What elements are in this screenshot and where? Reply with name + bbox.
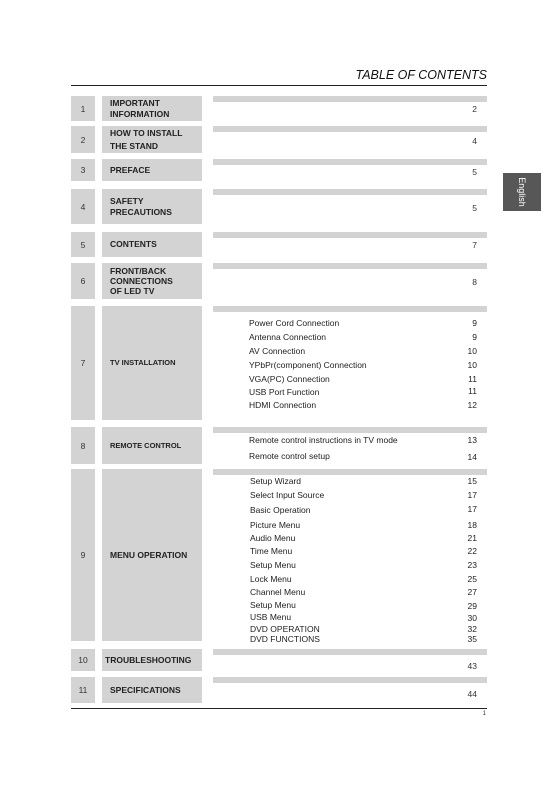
subsection-page: 32 <box>467 624 477 634</box>
subsection-page: 11 <box>468 374 477 384</box>
language-tab[interactable] <box>503 173 541 211</box>
section-title: MENU OPERATION <box>102 469 202 641</box>
section-number: 7 <box>71 306 95 420</box>
toc-row-8[interactable] <box>71 427 487 464</box>
toc-row-11[interactable] <box>71 677 487 703</box>
section-page: 7 <box>472 240 477 250</box>
section-number: 4 <box>71 189 95 224</box>
subsection-label: Setup Menu <box>250 560 296 570</box>
subsection-label: DVD FUNCTIONS <box>250 634 320 644</box>
page-title: TABLE OF CONTENTS <box>355 68 487 82</box>
section-strip <box>213 159 487 165</box>
section-title: TROUBLESHOOTING <box>102 649 202 671</box>
subsection-label: Time Menu <box>250 546 293 556</box>
section-page: 43 <box>467 661 477 671</box>
toc-row-1[interactable] <box>71 96 487 121</box>
section-title: PREFACE <box>102 159 202 181</box>
subsection-label: Antenna Connection <box>249 332 327 342</box>
subsection-label: Channel Menu <box>250 587 306 597</box>
toc-row-6[interactable] <box>71 263 487 299</box>
subsection-label: Power Cord Connection <box>249 318 340 328</box>
section-strip <box>213 649 487 655</box>
section-page: 44 <box>467 689 477 699</box>
subsection-label: Basic Operation <box>250 505 311 515</box>
subsection-label: Remote control instructions in TV mode <box>249 435 398 445</box>
subsection-page: 11 <box>468 386 477 396</box>
section-number: 6 <box>71 263 95 299</box>
subsection-page: 17 <box>467 490 477 500</box>
section-title: FRONT/BACK CONNECTIONS OF LED TV <box>102 263 202 299</box>
section-title: CONTENTS <box>102 232 202 257</box>
subsection-page: 22 <box>467 546 477 556</box>
section-strip <box>213 677 487 683</box>
header-rule <box>71 85 487 86</box>
subsection-label: Select Input Source <box>250 490 325 500</box>
subsection-label: HDMI Connection <box>249 400 317 410</box>
section-strip <box>213 427 487 433</box>
section-number: 11 <box>71 677 95 703</box>
section-page: 5 <box>472 167 477 177</box>
toc-row-3[interactable] <box>71 159 487 181</box>
subsection-label: Picture Menu <box>250 520 301 530</box>
section-number: 1 <box>71 96 95 121</box>
footer-rule <box>71 708 487 709</box>
toc-row-2[interactable] <box>71 126 487 153</box>
section-number: 3 <box>71 159 95 181</box>
subsection-label: YPbPr(component) Connection <box>249 360 367 370</box>
section-page: 8 <box>472 277 477 287</box>
subsection-page: 30 <box>467 613 477 623</box>
subsection-page: 10 <box>467 346 477 356</box>
subsection-label: USB Menu <box>250 612 292 622</box>
subsection-page: 17 <box>467 504 477 514</box>
subsection-page: 15 <box>467 476 477 486</box>
section-title: SPECIFICATIONS <box>102 677 202 703</box>
section-number: 10 <box>71 649 95 671</box>
subsection-page: 35 <box>467 634 477 644</box>
section-title: REMOTE CONTROL <box>102 427 202 464</box>
section-strip <box>213 469 487 475</box>
subsection-page: 9 <box>472 318 477 328</box>
section-strip <box>213 189 487 195</box>
subsection-label: Remote control setup <box>249 451 330 461</box>
section-title: IMPORTANT INFORMATION <box>102 96 202 121</box>
section-strip <box>213 306 487 312</box>
section-number: 2 <box>71 126 95 153</box>
subsection-page: 12 <box>467 400 477 410</box>
subsection-page: 23 <box>467 560 477 570</box>
section-number: 9 <box>71 469 95 641</box>
section-number: 8 <box>71 427 95 464</box>
subsection-label: VGA(PC) Connection <box>249 374 330 384</box>
toc-row-4[interactable] <box>71 189 487 224</box>
subsection-label: USB Port Function <box>249 387 320 397</box>
subsection-page: 29 <box>467 601 477 611</box>
page-number: 1 <box>482 711 486 717</box>
subsection-page: 25 <box>467 574 477 584</box>
subsection-label: Lock Menu <box>250 574 292 584</box>
section-page: 4 <box>472 136 477 146</box>
toc-row-5[interactable] <box>71 232 487 257</box>
section-strip <box>213 232 487 238</box>
subsection-label: AV Connection <box>249 346 306 356</box>
section-title: SAFETY PRECAUTIONS <box>102 189 202 224</box>
language-tab-label: English <box>517 177 527 207</box>
subsection-page: 13 <box>467 435 477 445</box>
toc-row-10[interactable] <box>71 649 487 671</box>
subsection-page: 10 <box>467 360 477 370</box>
subsection-page: 9 <box>472 332 477 342</box>
section-title: TV INSTALLATION <box>102 306 202 420</box>
section-page: 2 <box>472 104 477 114</box>
subsection-label: Setup Menu <box>250 600 296 610</box>
section-strip <box>213 96 487 102</box>
subsection-label: DVD OPERATION <box>250 624 320 634</box>
section-number: 5 <box>71 232 95 257</box>
subsection-page: 21 <box>467 533 477 543</box>
section-strip <box>213 263 487 269</box>
section-page: 5 <box>472 203 477 213</box>
subsection-label: Audio Menu <box>250 533 296 543</box>
toc-row-7[interactable] <box>71 306 487 420</box>
section-title: HOW TO INSTALL THE STAND <box>102 126 202 153</box>
subsection-page: 27 <box>467 587 477 597</box>
subsection-page: 18 <box>467 520 477 530</box>
toc-row-9[interactable] <box>71 469 487 644</box>
section-strip <box>213 126 487 132</box>
subsection-page: 14 <box>467 452 477 462</box>
subsection-label: Setup Wizard <box>250 476 302 486</box>
